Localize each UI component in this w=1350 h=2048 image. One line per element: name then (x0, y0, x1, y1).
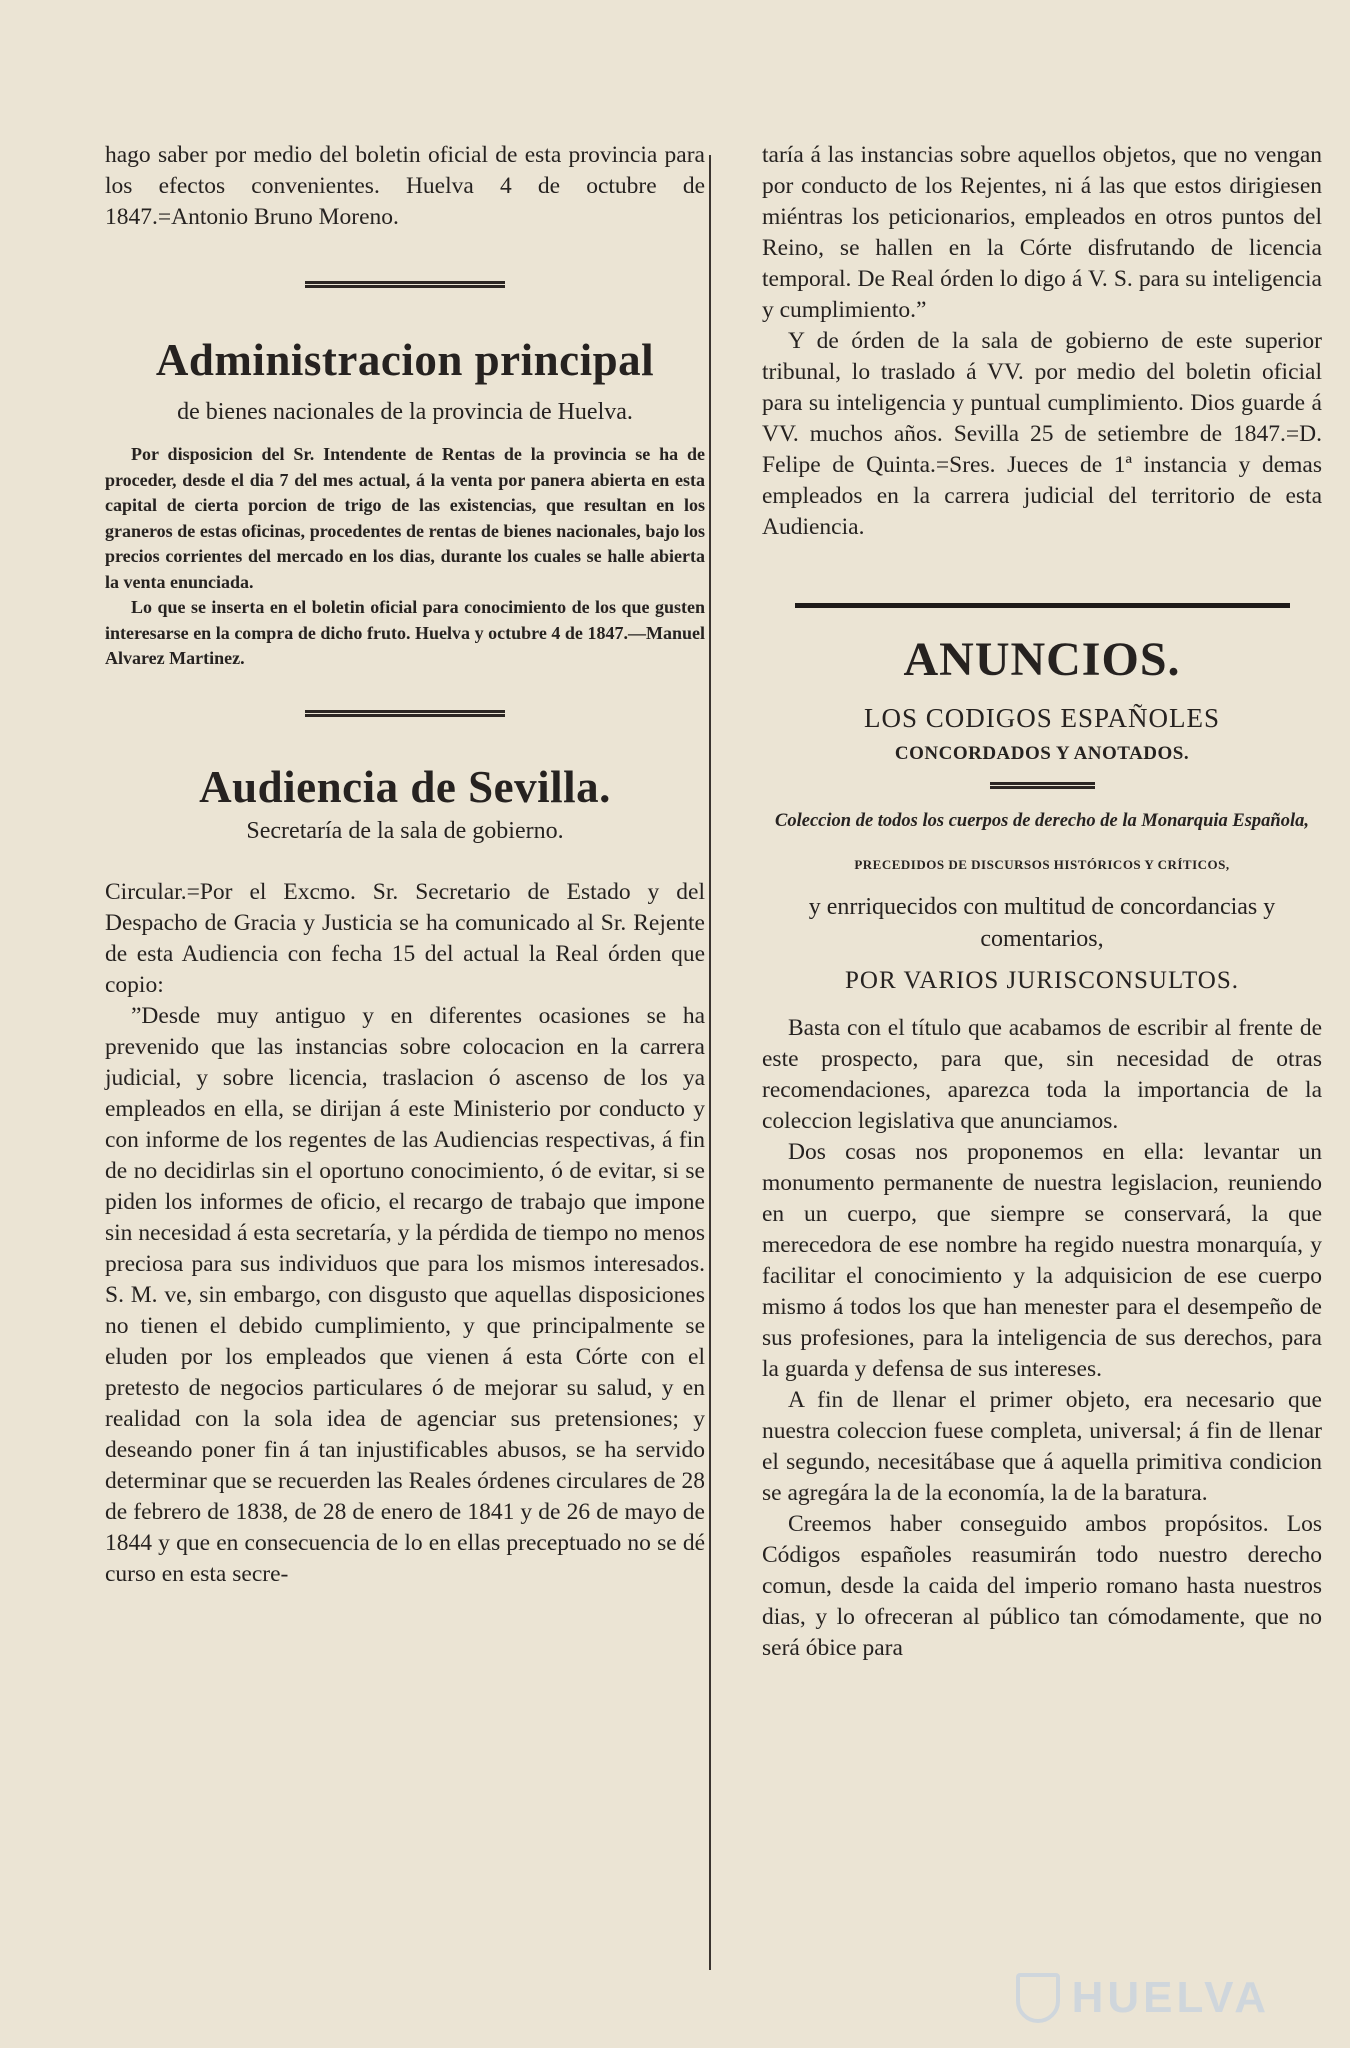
column-divider (709, 155, 711, 1970)
anuncio-paragraph-3: A fin de llenar el primer objeto, era necesario que nuestra coleccion fuese completa, universal; á fin de llenar el segundo, necesitábase que á aquella primitiva condicion se agregára la de la economía, la de la baratura. (762, 1387, 1322, 1506)
audiencia-subtitle: Secretaría de la sala de gobierno. (246, 817, 564, 844)
admin-title: Administracion principal (155, 335, 655, 385)
shield-icon (1016, 1973, 1060, 2023)
precedidos-line: PRECEDIDOS DE DISCURSOS HISTÓRICOS Y CRÍTICOS, (854, 857, 1230, 872)
section-divider (305, 710, 505, 717)
short-divider (990, 782, 1095, 789)
intro-paragraph: hago saber por medio del boletin oficial de esta provincia para los efectos convenientes. Huelva 4 de octubre de 1847.=Antonio Bruno Moreno. (105, 142, 705, 230)
admin-subtitle: de bienes nacionales de la provincia de Huelva. (177, 399, 633, 425)
anuncio-paragraph-4: Creemos haber conseguido ambos propósitos. Los Códigos españoles reasumirán todo nuestro derecho comun, desde la caida del imperio romano hasta nuestros dias, y lo ofreceran al público tan cómodamente, que no será óbice para (762, 1511, 1322, 1661)
right-column (762, 140, 1322, 1664)
watermark-text: HUELVA (1071, 1973, 1270, 2022)
continuation-paragraph-1: taría á las instancias sobre aquellos objetos, que no vengan por conducto de los Rejentes, ni á las que estos dirigiesen miéntras los peticionarios, empleados en otros puntos del Reino, se hallen en la Córte disfrutando de licencia temporal. De Real órden lo digo á V. S. para su inteligencia y cumplimiento.” (762, 142, 1322, 323)
anuncio-paragraph-1: Basta con el título que acabamos de escribir al frente de este prospecto, para que, sin necesidad de otras recomendaciones, aparezca toda la importancia de la coleccion legislativa que anunciamos. (762, 1015, 1322, 1134)
audiencia-paragraph-2: ”Desde muy antiguo y en diferentes ocasiones se ha prevenido que las instancias sobre colocacion en la carrera judicial, y sobre licencia, traslacion ó ascenso de los ya empleados en ella, se dirijan á este Ministerio por conducto y con informe de los regentes de las Audiencias respectivas, á fin de no decidirlas sin el oportuno conocimiento, ó de evitar, si se piden los informes de oficio, el recargo de trabajo que impone sin necesidad á esta secretaría, y la pérdida de tiempo no menos preciosa para sus individuos que para los mismos interesados. S. M. ve, sin embargo, con disgusto que aquellas disposiciones no tienen el debido cumplimiento, y que principalmente se eluden por los empleados que vienen á esta Córte con el pretesto de negocios particulares ó de mejorar su salud, y en realidad con la sola idea de agenciar sus pretensiones; y deseando poner fin á tan injustificables abusos, se ha servido determinar que se recuerden las Reales órdenes circulares de 28 de febrero de 1838, de 28 de enero de 1841 y de 26 de mayo de 1844 y que en consecuencia de lo en ellas preceptuado no se dé curso en esta secre- (105, 1002, 705, 1587)
codigos-subtitle: CONCORDADOS Y ANOTADOS. (894, 743, 1190, 764)
codigos-title: LOS CODIGOS ESPAÑOLES (863, 703, 1221, 733)
archive-watermark (1016, 1973, 1270, 2023)
enriquecidos-line: y enrriquecidos con multitud de concordancias y comentarios, (808, 894, 1276, 952)
continuation-paragraph-2: Y de órden de la sala de gobierno de este superior tribunal, lo traslado á VV. por medio del boletin oficial para su inteligencia y puntual cumplimiento. Dios guarde á VV. muchos años. Sevilla 25 de setiembre de 1847.=D. Felipe de Quinta.=Sres. Jueces de 1ª instancia y demas empleados en la carrera judicial del territorio de esta Audiencia. (762, 328, 1322, 540)
coleccion-line: Coleccion de todos los cuerpos de derecho de la Monarquia Española, (775, 811, 1309, 831)
section-divider (305, 281, 505, 288)
anuncios-title: ANUNCIOS. (903, 633, 1181, 686)
audiencia-paragraph-1: Circular.=Por el Excmo. Sr. Secretario de Estado y del Despacho de Gracia y Justicia se ha comunicado al Sr. Rejente de esta Audiencia con fecha 15 del actual la Real órden que copio: (105, 878, 705, 998)
left-column (105, 140, 705, 1590)
jurisconsultos-line: POR VARIOS JURISCONSULTOS. (845, 967, 1239, 994)
anuncio-paragraph-2: Dos cosas nos proponemos en ella: levantar un monumento permanente de nuestra legislacion, reuniendo en un cuerpo, que siempre se conservará, la que merecedora de ese nombre ha regido nuestra monarquía, y facilitar el conocimiento y la adquisicion de ese cuerpo mismo á todos los que han menester para el desempeño de sus profesiones, para la inteligencia de sus derechos, para la guarda y defensa de sus intereses. (762, 1139, 1322, 1382)
audiencia-title: Audiencia de Sevilla. (199, 761, 611, 812)
admin-paragraph-2: Lo que se inserta en el boletin oficial para conocimiento de los que gusten interesarse en la compra de dicho fruto. Huelva y octubre 4 de 1847.—Manuel Alvarez Martinez. (105, 597, 705, 668)
admin-paragraph-1: Por disposicion del Sr. Intendente de Rentas de la provincia se ha de proceder, desde el dia 7 del mes actual, á la venta por panera abierta en esta capital de cierta porcion de trigo de las existencias, que resultan en los graneros de estas oficinas, procedentes de rentas de bienes nacionales, bajo los precios corrientes del mercado en los dias, durante los cuales se halle abierta la venta enunciada. (105, 444, 705, 592)
